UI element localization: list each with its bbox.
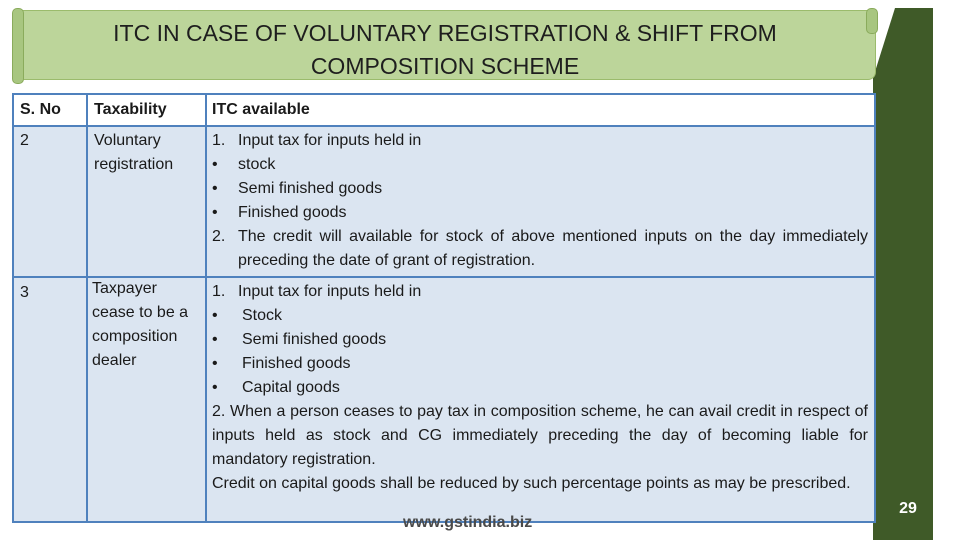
list-text: Finished goods: [238, 204, 347, 221]
bullet-icon: •: [212, 204, 218, 221]
list-text: Semi finished goods: [238, 180, 383, 197]
row-2-sno: 2: [20, 132, 29, 149]
list-marker: 1.: [212, 283, 226, 300]
itc-table: [12, 93, 876, 523]
row-2-itc-list: [212, 129, 868, 273]
row-3-paragraph-1: 2. When a person ceases to pay tax in composition scheme, he can avail credit in respect of inputs held as stock and CG immediately preceding the day of becoming liable for mandatory registration.: [212, 403, 868, 468]
list-item: [212, 177, 868, 201]
bullet-icon: •: [212, 307, 218, 324]
list-item: [212, 328, 868, 352]
list-marker: 1.: [212, 132, 226, 149]
list-item: [212, 376, 868, 400]
list-item: [212, 304, 868, 328]
list-text: Stock: [242, 307, 283, 324]
scroll-curl-right: [866, 8, 878, 34]
slide-title: [35, 17, 855, 83]
page-number: 29: [899, 500, 917, 517]
list-text: The credit will available for stock of above mentioned inputs on the day immediately preceding the date of grant of registration.: [238, 228, 868, 269]
row-3-paragraph-2: Credit on capital goods shall be reduced by such percentage points as may be prescribed.: [212, 475, 851, 492]
list-marker: 2.: [212, 228, 226, 245]
row-3-itc-list: [212, 280, 868, 496]
list-text: Semi finished goods: [242, 331, 387, 348]
list-item: [212, 153, 868, 177]
bullet-icon: •: [212, 379, 218, 396]
title-line-1: ITC IN CASE OF VOLUNTARY REGISTRATION & SHIFT FROM: [113, 20, 777, 46]
list-item: [212, 225, 868, 273]
col-divider-1: [86, 95, 88, 521]
list-item: [212, 201, 868, 225]
list-text: Input tax for inputs held in: [238, 132, 422, 149]
list-text: Input tax for inputs held in: [238, 283, 422, 300]
col-divider-2: [205, 95, 207, 521]
row-2-taxability: [94, 129, 173, 177]
header-sno: S. No: [20, 101, 61, 118]
scroll-curl-left: [12, 8, 24, 84]
row-3-taxability: [92, 277, 188, 373]
bullet-icon: •: [212, 180, 218, 197]
list-text: stock: [238, 156, 276, 173]
taxability-line: registration: [94, 156, 174, 173]
row-3-sno: 3: [20, 284, 29, 301]
header-taxability: Taxability: [94, 101, 167, 118]
list-text: Capital goods: [242, 379, 340, 396]
title-line-2: COMPOSITION SCHEME: [310, 53, 580, 79]
bullet-icon: •: [212, 156, 218, 173]
right-decorative-bar: [873, 8, 933, 540]
header-itc-available: ITC available: [212, 101, 310, 118]
list-item: [212, 280, 868, 304]
bullet-icon: •: [212, 331, 218, 348]
taxability-line: Taxpayer: [92, 280, 157, 297]
bullet-icon: •: [212, 355, 218, 372]
taxability-line: composition: [92, 328, 178, 345]
taxability-line: Voluntary: [94, 132, 161, 149]
list-text: Finished goods: [242, 355, 351, 372]
taxability-line: cease to be a: [92, 304, 189, 321]
footer-website-url: www.gstindia.biz: [403, 514, 533, 531]
list-item: [212, 129, 868, 153]
list-item: [212, 352, 868, 376]
title-banner: [14, 10, 876, 80]
taxability-line: dealer: [92, 352, 137, 369]
